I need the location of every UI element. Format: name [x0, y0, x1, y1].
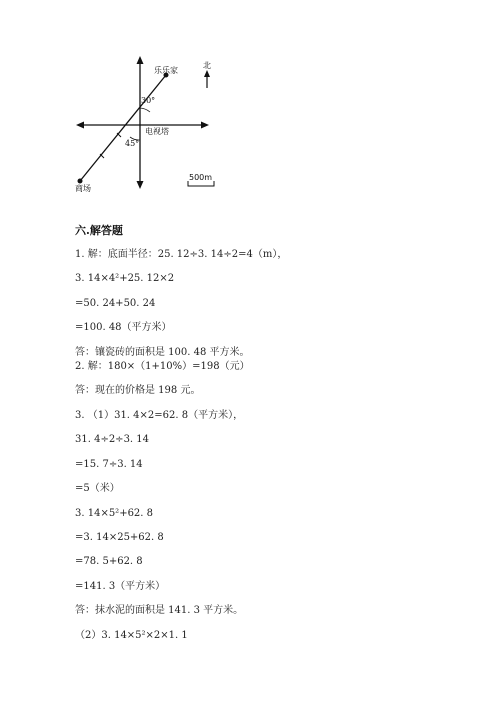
answer-line: =15. 7÷3. 14 [75, 459, 143, 470]
left-arrow-icon [76, 122, 84, 129]
answer-line: 3. 14×4²+25. 12×2 [75, 273, 175, 284]
answer-line: =78. 5+62. 8 [75, 556, 143, 567]
north-label: 北 [203, 61, 211, 70]
scale-label: 500m [189, 173, 213, 182]
angle-arc [140, 108, 150, 112]
down-arrow-icon [137, 181, 144, 189]
angle-30-label: 30° [141, 96, 156, 105]
north-arrow-icon [204, 70, 210, 77]
answer-line: =100. 48（平方米） [75, 322, 172, 333]
angle-45-label: 45° [125, 139, 140, 148]
mall-point [78, 179, 83, 184]
mall-label: 商场 [75, 184, 91, 193]
answer-line: 31. 4÷2÷3. 14 [75, 434, 150, 445]
answer-line: （2）3. 14×5²×2×1. 1 [75, 630, 188, 641]
answer-line: 3. （1）31. 4×2=62. 8（平方米）， [75, 410, 244, 421]
answer-line: =5（米） [75, 483, 120, 494]
answer-line: 1. 解：底面半径：25. 12÷3. 14÷2=4（m）， [75, 249, 288, 260]
home-label: 乐乐家 [154, 66, 178, 75]
right-arrow-icon [201, 122, 209, 129]
up-arrow-icon [137, 56, 144, 64]
tower-label: 电视塔 [145, 127, 169, 136]
section-title: 六.解答题 [75, 224, 123, 237]
answer-line: 2. 解：180×（1+10%）=198（元） [75, 361, 250, 372]
answer-line: 答：现在的价格是 198 元。 [75, 385, 201, 396]
answer-line: =3. 14×25+62. 8 [75, 532, 164, 543]
answer-line: =50. 24+50. 24 [75, 298, 156, 309]
direction-diagram [0, 0, 500, 200]
answer-line: 答：抹水泥的面积是 141. 3 平方米。 [75, 605, 244, 616]
answer-line: 3. 14×5²+62. 8 [75, 508, 154, 519]
answer-line: 答：镶瓷砖的面积是 100. 48 平方米。 [75, 347, 250, 358]
answer-line: =141. 3（平方米） [75, 581, 166, 592]
